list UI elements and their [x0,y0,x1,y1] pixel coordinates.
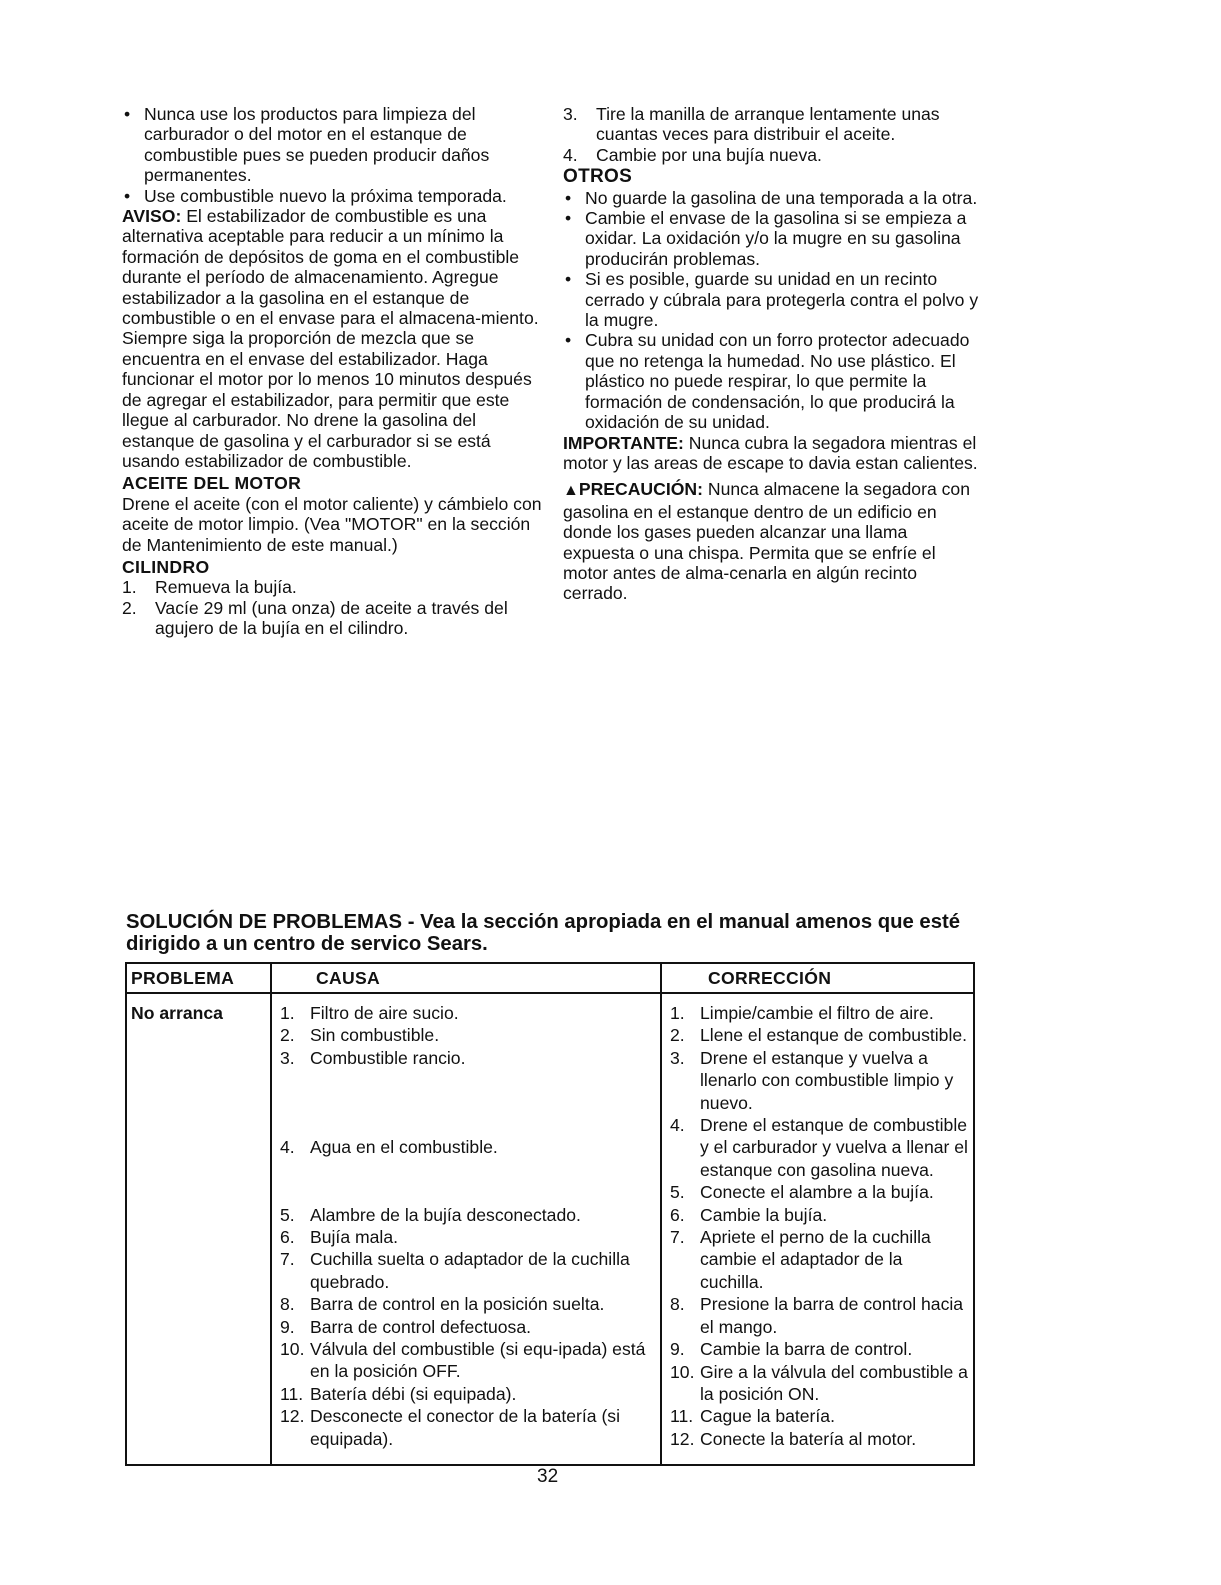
correction-text: Llene el estanque de combustible. [700,1025,968,1046]
correction-number: 3. [670,1047,685,1068]
correction-text: Presione la barra de control hacia el mango. [700,1294,964,1337]
list-item [276,1226,656,1248]
precaucion-paragraph [563,479,983,603]
correction-text: Cague la batería. [700,1406,835,1427]
list-item [666,1226,969,1293]
cause-number: 3. [280,1047,295,1068]
correction-number: 1. [670,1003,685,1023]
cause-text: Sin combustible. [310,1025,440,1046]
step-text: Vacíe 29 ml (una onza) de aceite a través del agujero de la bujía en el cilindro. [155,597,508,639]
cause-number: 10. [280,1339,305,1360]
cilindro-steps-cont [563,104,983,165]
list-item [122,598,542,639]
storage-bullets [122,104,542,206]
cause-text: Alambre de la bujía desconectado. [310,1204,581,1225]
cause-text: Cuchilla suelta o adaptador de la cuchilla quebrado. [310,1249,630,1292]
list-item [276,1293,656,1315]
bullet-item: • Use combustible nuevo la próxima temporada. [122,186,542,206]
list-item [276,1405,656,1450]
correction-text: Conecte la batería al motor. [700,1428,917,1449]
list-item [666,1204,969,1226]
step-number: 2. [122,597,137,618]
cause-number: 5. [280,1204,295,1225]
list-item [122,577,542,597]
bullet-item: • Nunca use los productos para limpieza del carburador o del motor en el estanque de combustible pues se pueden producir daños permanentes. [122,104,542,186]
bullet-item: • Cubra su unidad con un forro protector adecuado que no retenga la humedad. No use plástico. El plástico no puede respirar, lo que permite la formación de condensación, lo que producirá la oxidación de su unidad. [563,330,983,432]
cause-text: Bujía mala. [310,1227,399,1248]
otros-bullets [563,188,983,433]
table-row [126,993,974,1465]
right-column [563,104,983,604]
cause-number: 4. [280,1137,295,1158]
precaucion-label: PRECAUCIÓN: [578,479,703,500]
list-item [276,1136,656,1158]
cause-number: 2. [280,1025,295,1046]
correction-text: Limpie/cambie el filtro de aire. [700,1003,934,1023]
correction-text: Apriete el perno de la cuchilla cambie el adaptador de la cuchilla. [700,1227,931,1292]
cause-text: Filtro de aire sucio. [310,1003,459,1023]
aceite-heading: ACEITE DEL MOTOR [122,473,302,494]
list-item [666,1293,969,1338]
correction-text: Drene el estanque de combustible y el carburador y vuelva a llenar el estanque con gasolina nueva. [700,1115,968,1180]
list-item [666,1002,969,1024]
importante-text: Nunca cubra la segadora mientras el motor y las areas de escape to davia estan calientes. [563,432,978,473]
list-item [666,1181,969,1203]
page-number: 32 [537,1466,559,1487]
aviso-paragraph [122,206,542,471]
list-item [276,1047,656,1069]
cause-number: 11. [280,1383,304,1404]
left-column [122,104,542,639]
correction-text: Drene el estanque y vuelva a llenarlo con combustible limpio y nuevo. [700,1047,954,1113]
step-text: Cambie por una bujía nueva. [596,144,822,165]
header-correccion: CORRECCIÓN [661,963,974,993]
list-item [563,145,983,165]
aviso-label: AVISO: [122,206,182,227]
list-item [666,1405,969,1427]
problem-cell: No arranca [126,993,271,1465]
cause-number: 7. [280,1249,295,1270]
bullet-item: • Si es posible, guarde su unidad en un recinto cerrado y cúbrala para protegerla contra el polvo y la mugre. [563,269,983,330]
cause-number: 6. [280,1227,295,1248]
list-item [276,1338,656,1383]
header-causa: CAUSA [271,963,661,993]
step-number: 4. [563,144,578,165]
correction-number: 6. [670,1204,685,1225]
cilindro-steps [122,577,542,638]
list-item [276,1383,656,1405]
correction-number: 2. [670,1025,685,1046]
cause-number: 8. [280,1294,295,1315]
list-item [276,1316,656,1338]
list-item [666,1428,969,1450]
list-item [666,1024,969,1046]
correction-number: 4. [670,1115,685,1136]
cause-text: Válvula del combustible (si equ-ipada) está en la posición OFF. [310,1339,646,1382]
list-item [276,1204,656,1226]
list-item [666,1047,969,1114]
correction-number: 11. [670,1406,694,1427]
otros-heading: OTROS [563,166,633,188]
importante-paragraph [563,433,983,474]
cause-text: Batería débi (si equipada). [310,1383,517,1404]
corrections-cell [661,993,974,1465]
bullet-item: • No guarde la gasolina de una temporada a la otra. [563,188,983,208]
cilindro-heading: CILINDRO [122,556,210,577]
header-problema: PROBLEMA [126,963,271,993]
cause-text: Barra de control en la posición suelta. [310,1294,605,1315]
table-header-row [126,963,974,993]
cause-number: 1. [280,1003,295,1023]
list-item [666,1338,969,1360]
correction-number: 8. [670,1294,685,1315]
correction-number: 5. [670,1182,685,1203]
troubleshooting-table [125,962,975,1466]
corrections-list [666,1002,969,1450]
list-item [666,1114,969,1181]
precaucion-text: Nunca almacene la segadora con gasolina en el estanque dentro de un edificio en donde los gases pueden alcanzar una llama expuesta o una chispa. Permita que se enfríe el motor antes de alma-cenarla en algún recinto cerrado. [563,479,970,604]
step-number: 3. [563,104,578,124]
importante-label: IMPORTANTE: [563,432,684,453]
list-item [666,1361,969,1406]
correction-number: 10. [670,1361,695,1382]
step-text: Tire la manilla de arranque lentamente unas cuantas veces para distribuir el aceite. [596,104,940,145]
cause-number: 9. [280,1316,295,1337]
aviso-text: El estabilizador de combustible es una alternativa aceptable para reducir a un mínimo la formación de depósitos de goma en el combustible durante el período de almacenamiento. Agregue estabilizador a la gasolina en el estanque de combustible o en el envase para el almacena-miento. Siempre siga la proporción de mezcla que se encuentra en el envase del estabilizador. Haga funcionar el motor por lo menos 10 minutos después de agregar el estabilizador, para permitir que este llegue al carburador. No drene la gasolina del estanque de gasolina y el carburador si se está usando estabilizador de combustible. [122,206,539,471]
causes-cell [271,993,661,1465]
correction-number: 7. [670,1227,685,1248]
list-item [563,104,983,145]
bullet-item: • Cambie el envase de la gasolina si se empieza a oxidar. La oxidación y/o la mugre en su gasolina producirán problemas. [563,208,983,269]
cause-text: Combustible rancio. [310,1047,466,1068]
aceite-text: Drene el aceite (con el motor caliente) y cámbielo con aceite de motor limpio. (Vea "MOTOR" en la sección de Mantenimiento de este manual.) [122,493,542,555]
correction-text: Gire a la válvula del combustible a la posición ON. [700,1361,968,1404]
correction-number: 9. [670,1339,685,1360]
list-item [276,1248,656,1293]
cause-text: Barra de control defectuosa. [310,1316,532,1337]
cause-number: 12. [280,1406,305,1427]
correction-text: Conecte el alambre a la bujía. [700,1182,934,1203]
causes-list [276,1002,656,1450]
list-item [276,1002,656,1024]
list-item [276,1024,656,1046]
troubleshooting-title: SOLUCIÓN DE PROBLEMAS - Vea la sección apropiada en el manual amenos que esté dirigido a un centro de servico Sears. [126,911,961,955]
step-text: Remueva la bujía. [155,577,297,598]
cause-text: Agua en el combustible. [310,1137,498,1158]
correction-text: Cambie la bujía. [700,1204,828,1225]
cause-text: Desconecte el conector de la batería (si equipada). [310,1406,621,1449]
correction-text: Cambie la barra de control. [700,1339,913,1360]
warning-triangle-icon: ▲ [563,482,579,500]
correction-number: 12. [670,1428,695,1449]
step-number: 1. [122,577,137,598]
